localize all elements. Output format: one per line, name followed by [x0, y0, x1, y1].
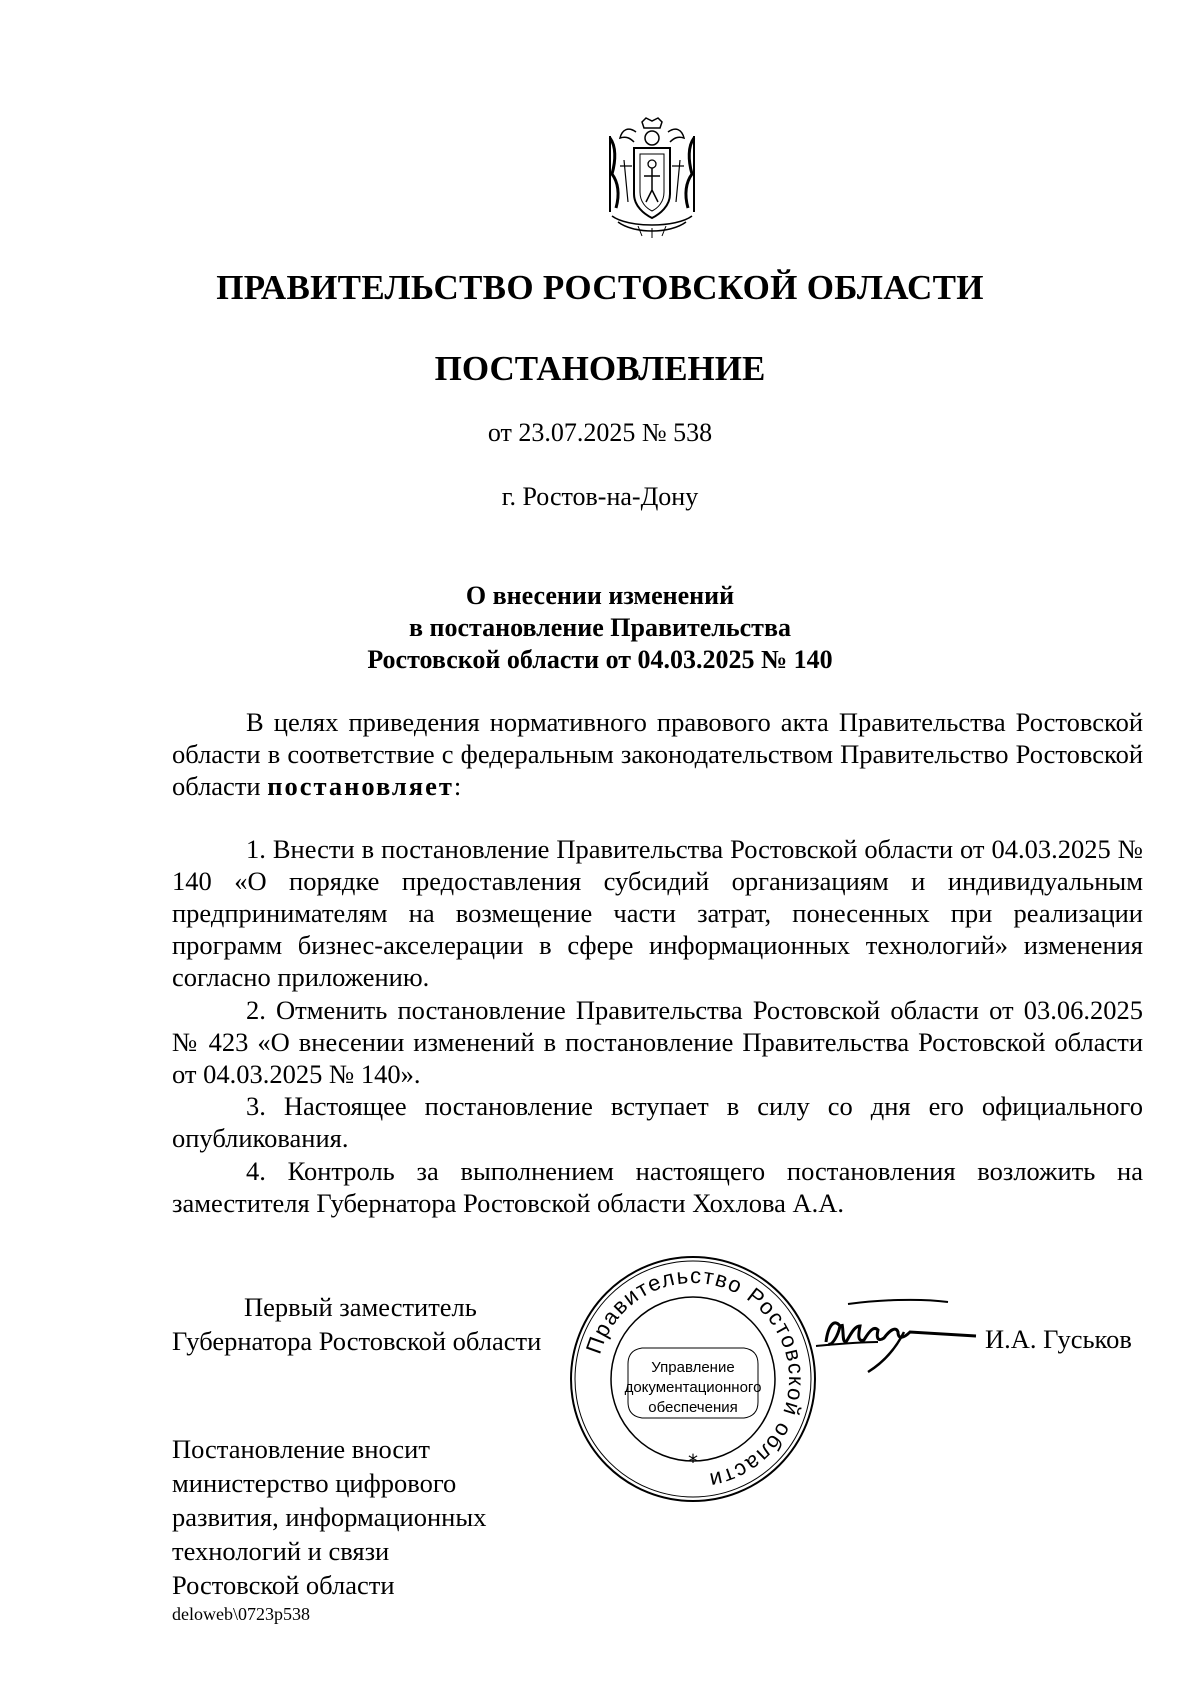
- introduced-by-block: [172, 1432, 486, 1602]
- clause-4: 4. Контроль за выполнением настоящего постановления возложить на заместителя Губернатора Ростовской области Хохлова А.А.: [172, 1155, 1143, 1218]
- subject-line-2: в постановление Правительства: [408, 613, 791, 642]
- organization-title: ПРАВИТЕЛЬСТВО РОСТОВСКОЙ ОБЛАСТИ: [216, 268, 984, 307]
- preamble-text: В целях приведения нормативного правового акта Правительства Ростовской области в соответствие с федеральным законодательством Правительство Ростовской области: [172, 707, 1143, 802]
- clause-1: 1. Внести в постановление Правительства Ростовской области от 04.03.2025 № 140 «О порядке предоставления субсидий организациям и индивидуальным предпринимателям на возмещение части затрат, понесенных при реализации программ бизнес-акселерации в сфере информационных технологий» изменения согласно приложению.: [172, 833, 1143, 993]
- stamp-inner-line-1: Управление: [651, 1359, 735, 1376]
- signer-position-line-2: Губернатора Ростовской области: [172, 1326, 542, 1356]
- coat-of-arms-emblem: [598, 116, 706, 240]
- stamp-inner-line-2: документационного: [624, 1379, 762, 1396]
- document-subject: [0, 580, 1200, 676]
- coat-of-arms-icon: [598, 116, 706, 240]
- signature-icon: [808, 1296, 978, 1376]
- introduced-by-line-2: министерство цифрового: [172, 1468, 457, 1498]
- signer-position-line-1: Первый заместитель: [244, 1292, 477, 1322]
- subject-line-3: Ростовской области от 04.03.2025 № 140: [367, 645, 833, 674]
- handwritten-signature: [808, 1296, 978, 1376]
- introduced-by-line-3: развития, информационных: [172, 1502, 487, 1532]
- signer-position: [172, 1290, 541, 1358]
- signer-name: И.А. Гуськов: [985, 1324, 1132, 1354]
- clause-2: 2. Отменить постановление Правительства Ростовской области от 03.06.2025 № 423 «О внесении изменений в постановление Правительства Ростовской области от 04.03.2025 № 140».: [172, 994, 1143, 1090]
- stamp-seal-icon: [568, 1254, 818, 1504]
- introduced-by-line-1: Постановление вносит: [172, 1434, 430, 1464]
- official-stamp: [568, 1254, 818, 1504]
- stamp-ring-text: Правительство Ростовской области: [580, 1262, 810, 1494]
- document-body: [172, 706, 1143, 1219]
- svg-text:*: *: [688, 1450, 698, 1474]
- preamble-keyword: постановляет: [267, 771, 454, 802]
- document-code: deloweb\0723p538: [172, 1604, 310, 1624]
- preamble-paragraph: [172, 706, 1143, 803]
- subject-line-1: О внесении изменений: [465, 581, 735, 610]
- document-city: г. Ростов-на-Дону: [501, 482, 699, 511]
- stamp-inner-line-3: обеспечения: [648, 1399, 738, 1416]
- preamble-end: :: [453, 771, 462, 802]
- introduced-by-line-4: технологий и связи: [172, 1536, 390, 1566]
- document-date-number: от 23.07.2025 № 538: [487, 418, 713, 447]
- clause-3: 3. Настоящее постановление вступает в силу со дня его официального опубликования.: [172, 1091, 1143, 1154]
- document-type: ПОСТАНОВЛЕНИЕ: [434, 349, 766, 388]
- introduced-by-line-5: Ростовской области: [172, 1570, 395, 1600]
